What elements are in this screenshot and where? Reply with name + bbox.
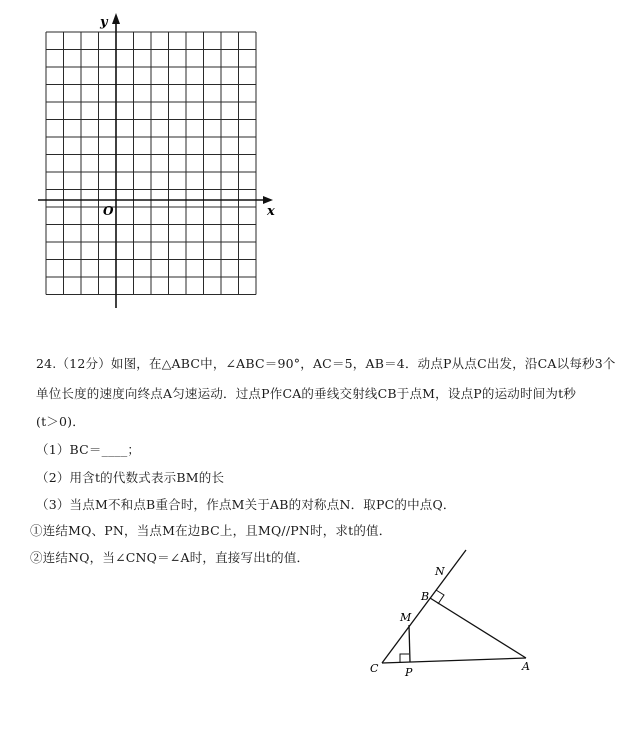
label-p: P: [405, 666, 413, 679]
y-axis-arrow-icon: [112, 13, 120, 24]
segment-mp: [409, 625, 410, 662]
coordinate-grid: [30, 10, 280, 310]
problem-line-3: (t＞0)．: [36, 414, 85, 429]
problem-number: 24.: [36, 356, 57, 371]
problem-line-1: [36, 356, 616, 372]
ray-cb: [382, 550, 466, 663]
segment-ca: [382, 658, 526, 663]
triangle-figure: [360, 548, 560, 688]
right-angle-p-icon: [400, 654, 409, 662]
y-axis-label: y: [100, 15, 108, 30]
question-3-part-2: ②连结NQ，当∠CNQ＝∠A时，直接写出t的值．: [30, 550, 310, 565]
question-2: （2）用含t的代数式表示BM的长: [36, 470, 225, 485]
label-a: A: [522, 660, 530, 673]
label-m: M: [400, 611, 412, 624]
question-3-part-1: ①连结MQ、PN，当点M在边BC上，且MQ//PN时，求t的值．: [30, 523, 392, 538]
problem-text-1: 如图，在△ABC中，∠ABC＝90°，AC＝5，AB＝4．动点P从点C出发，沿CA以每秒3个: [110, 356, 616, 371]
origin-label: O: [103, 204, 114, 218]
label-c: C: [370, 662, 379, 675]
segment-ba: [430, 598, 526, 658]
x-axis-arrow-icon: [263, 196, 273, 204]
label-n: N: [435, 565, 445, 578]
question-3: （3）当点M不和点B重合时，作点M关于AB的对称点N．取PC的中点Q．: [36, 497, 456, 512]
problem-line-2: 单位长度的速度向终点A匀速运动．过点P作CA的垂线交射线CB于点M，设点P的运动时间为t秒: [36, 386, 577, 401]
x-axis-label: x: [267, 204, 275, 219]
label-b: B: [421, 590, 430, 603]
question-1: （1）BC＝____；: [36, 442, 141, 457]
problem-points: （12分）: [56, 356, 111, 371]
